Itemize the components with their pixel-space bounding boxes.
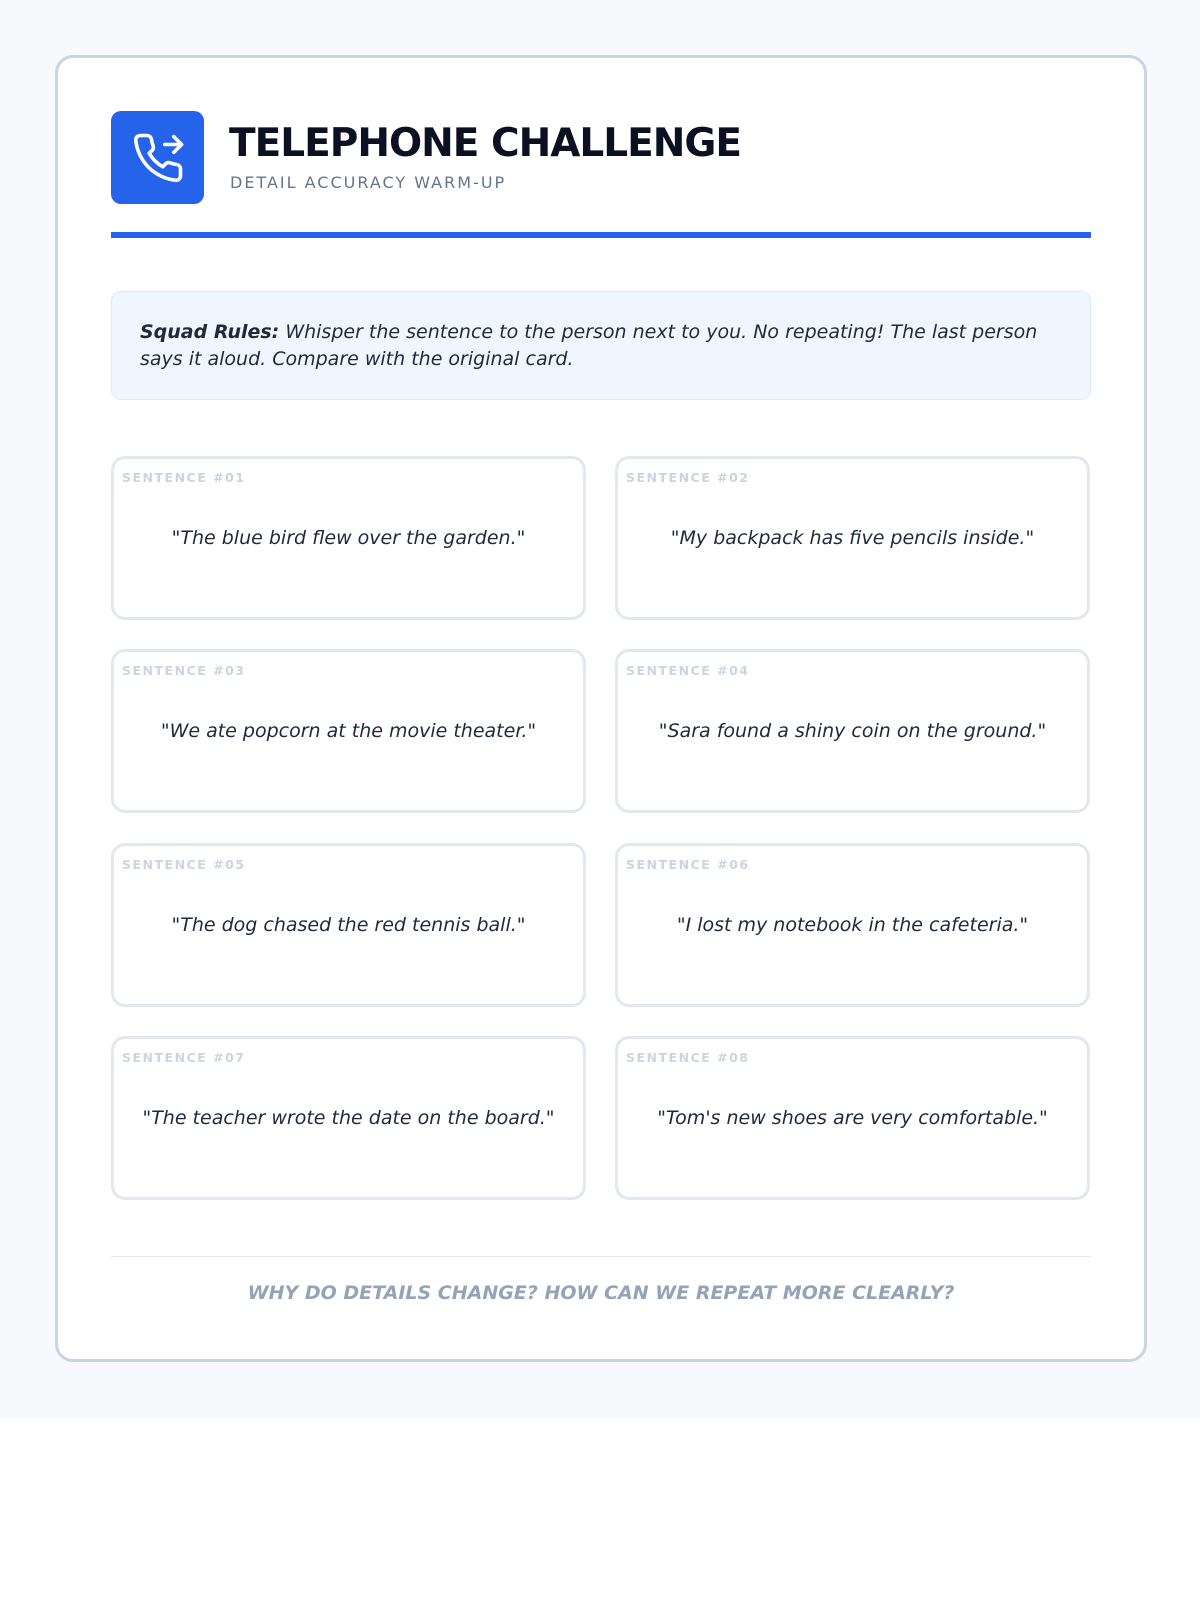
- rules-text: Whisper the sentence to the person next to you. No repeating! The last person says it aloud. Compare with the original card.: [140, 321, 1038, 370]
- sentence-label: SENTENCE #07: [122, 1050, 246, 1065]
- sentence-text: "I lost my notebook in the cafeteria.": [676, 914, 1029, 936]
- page-subtitle: DETAIL ACCURACY WARM-UP: [230, 173, 507, 192]
- reflection-question: WHY DO DETAILS CHANGE? HOW CAN WE REPEAT MORE CLEARLY?: [247, 1282, 955, 1304]
- sentence-text: "My backpack has five pencils inside.": [670, 527, 1035, 549]
- worksheet-card: [55, 55, 1147, 1362]
- sentence-text: "Sara found a shiny coin on the ground.": [658, 720, 1047, 742]
- sentence-label: SENTENCE #03: [122, 663, 246, 678]
- sentence-label: SENTENCE #06: [626, 857, 750, 872]
- phone-forward-icon: [131, 131, 185, 185]
- sentence-card: [111, 649, 586, 813]
- sentence-card: [615, 456, 1090, 620]
- sentence-text: "The blue bird flew over the garden.": [171, 527, 526, 549]
- sentence-card: [111, 456, 586, 620]
- sentence-card: [615, 649, 1090, 813]
- logo-badge: [111, 111, 204, 204]
- sentence-text: "We ate popcorn at the movie theater.": [160, 720, 537, 742]
- sentence-card: [615, 843, 1090, 1007]
- sentence-card: [111, 843, 586, 1007]
- sentence-card: [615, 1036, 1090, 1200]
- header-divider: [111, 232, 1091, 238]
- sentence-card: [111, 1036, 586, 1200]
- sentence-text: "The dog chased the red tennis ball.": [171, 914, 526, 936]
- sentence-label: SENTENCE #02: [626, 470, 750, 485]
- sentence-label: SENTENCE #04: [626, 663, 750, 678]
- sentence-text: "Tom's new shoes are very comfortable.": [657, 1107, 1048, 1129]
- sentence-text: "The teacher wrote the date on the board.": [142, 1107, 555, 1129]
- worksheet-header: [111, 111, 1091, 237]
- rules-box: [111, 291, 1091, 400]
- page-title: TELEPHONE CHALLENGE: [229, 121, 742, 166]
- footer-divider: [111, 1256, 1091, 1257]
- sentence-label: SENTENCE #08: [626, 1050, 750, 1065]
- sentence-label: SENTENCE #01: [122, 470, 246, 485]
- rules-label: Squad Rules:: [140, 321, 280, 343]
- sentence-label: SENTENCE #05: [122, 857, 246, 872]
